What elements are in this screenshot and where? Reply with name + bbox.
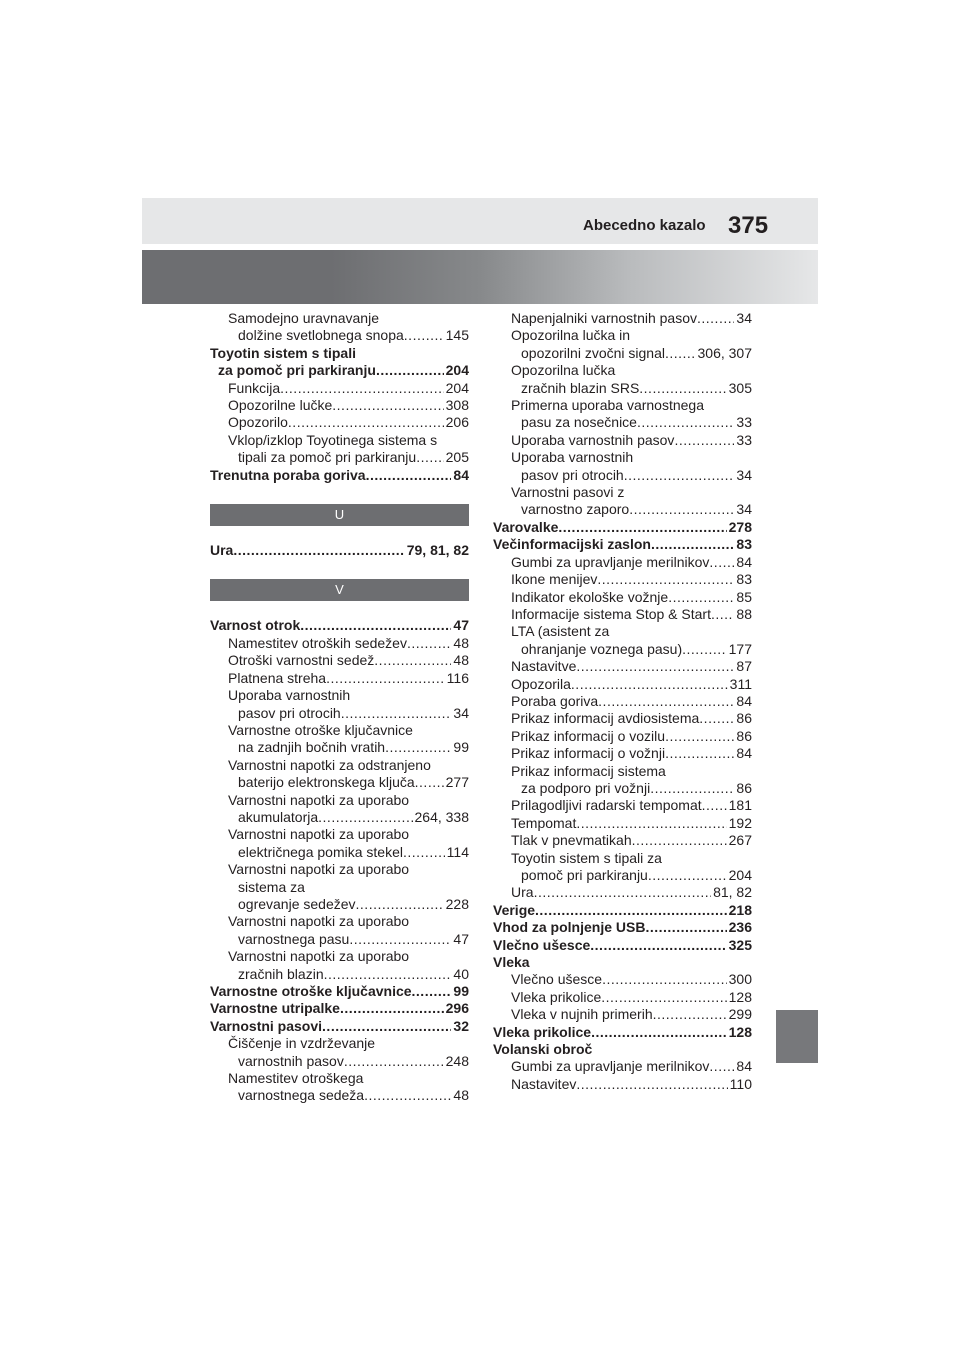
dot-leader bbox=[576, 1076, 727, 1093]
index-entry-main bbox=[493, 1041, 752, 1058]
entry-term: Vleka prikolice bbox=[493, 1023, 592, 1040]
dot-leader bbox=[632, 832, 727, 849]
entry-term: varnostno zaporo bbox=[521, 501, 630, 518]
index-entry-main bbox=[210, 617, 469, 634]
entry-page-ref[interactable]: 34 bbox=[736, 466, 752, 483]
index-entry-sub bbox=[493, 1006, 752, 1023]
index-entry-sub bbox=[210, 913, 469, 948]
entry-term: Varnostni napotki za uporabo bbox=[228, 791, 410, 808]
index-entry-sub bbox=[493, 676, 752, 693]
entry-term: Varnostne utripalke bbox=[210, 1000, 340, 1017]
entry-page-ref[interactable]: 248 bbox=[445, 1052, 469, 1069]
entry-page-ref[interactable]: 87 bbox=[736, 658, 752, 675]
entry-term: varnostnega sedeža bbox=[238, 1087, 365, 1104]
entry-term: Vleka prikolice bbox=[511, 988, 602, 1005]
dot-leader bbox=[340, 1000, 444, 1017]
dot-leader bbox=[702, 797, 727, 814]
entry-term: Opozorilna lučka in bbox=[511, 327, 631, 344]
entry-term: Indikator ekološke vožnje bbox=[511, 588, 669, 605]
entry-term: Prikaz informacij o vozilu bbox=[511, 727, 666, 744]
entry-page-ref[interactable]: 47 bbox=[453, 617, 469, 634]
entry-page-ref[interactable]: 204 bbox=[728, 867, 752, 883]
entry-term: Varnostni pasovi z bbox=[511, 484, 625, 501]
entry-page-ref[interactable]: 88 bbox=[736, 605, 752, 622]
dot-leader bbox=[576, 815, 726, 832]
entry-term: Primerna uporaba varnostnega bbox=[511, 397, 705, 414]
index-entry-sub bbox=[493, 432, 752, 449]
entry-term: Večinformacijski zaslon bbox=[493, 536, 651, 553]
dot-leader bbox=[385, 739, 451, 756]
entry-page-ref[interactable]: 264, 338 bbox=[414, 808, 469, 825]
dot-leader bbox=[665, 728, 734, 745]
entry-term: Samodejno uravnavanje bbox=[228, 310, 379, 326]
entry-term: Gumbi za upravljanje merilnikov bbox=[511, 553, 710, 570]
dot-leader bbox=[665, 345, 696, 362]
entry-page-ref[interactable]: 181 bbox=[728, 797, 752, 814]
entry-page-ref[interactable]: 110 bbox=[729, 1075, 752, 1092]
entry-term: varnostnega pasu bbox=[238, 930, 350, 947]
index-entry-sub bbox=[210, 687, 469, 722]
index-entry-sub bbox=[210, 635, 469, 652]
entry-page-ref[interactable]: 84 bbox=[453, 466, 469, 483]
entry-term: Trenutna poraba goriva bbox=[210, 466, 366, 483]
entry-term: Ura bbox=[511, 884, 534, 901]
index-entry-main bbox=[493, 1024, 752, 1041]
index-entry-sub bbox=[493, 745, 752, 762]
index-entry-sub bbox=[493, 1058, 752, 1075]
entry-term: Toyotin sistem s tipali bbox=[210, 344, 356, 361]
dot-leader bbox=[326, 670, 445, 687]
index-entry-sub bbox=[493, 310, 752, 327]
entry-term: LTA (asistent za bbox=[511, 623, 610, 640]
entry-term: pomoč pri parkiranju bbox=[521, 867, 648, 883]
index-entry-sub bbox=[493, 554, 752, 571]
entry-term: zračnih blazin SRS bbox=[521, 379, 640, 396]
header-band bbox=[142, 198, 818, 244]
entry-term: Prilagodljivi radarski tempomat bbox=[511, 797, 702, 814]
entry-term: Uporaba varnostnih bbox=[228, 687, 351, 704]
entry-term: Uporaba varnostnih pasov bbox=[511, 431, 675, 448]
entry-term: sistema za bbox=[238, 878, 305, 895]
entry-page-ref[interactable]: 299 bbox=[728, 1006, 752, 1023]
dot-leader bbox=[665, 745, 734, 762]
dot-leader bbox=[403, 844, 445, 861]
index-entry-sub bbox=[210, 948, 469, 983]
index-entry-sub bbox=[493, 693, 752, 710]
entry-term: ohranjanje voznega pasu) bbox=[521, 640, 683, 657]
entry-term: Opozorilne lučke bbox=[228, 397, 333, 414]
entry-page-ref[interactable]: 236 bbox=[728, 919, 752, 936]
index-entry-sub bbox=[210, 414, 469, 431]
entry-term: Opozorilo bbox=[228, 414, 288, 431]
index-entry-main bbox=[493, 954, 752, 971]
index-entry-sub bbox=[210, 722, 469, 757]
entry-term: Vhod za polnjenje USB bbox=[493, 919, 646, 936]
index-entry-main bbox=[210, 1000, 469, 1017]
entry-term: Tempomat bbox=[511, 814, 577, 831]
entry-term: Vleka bbox=[493, 954, 530, 971]
index-column-right bbox=[493, 310, 752, 1093]
entry-term: Volanski obroč bbox=[493, 1041, 593, 1058]
entry-term: Tlak v pnevmatikah bbox=[511, 832, 632, 849]
index-entry-sub bbox=[493, 484, 752, 519]
entry-term: Varnostne otroške ključavnice bbox=[210, 983, 412, 999]
index-entry-main bbox=[493, 919, 752, 936]
entry-page-ref[interactable]: 48 bbox=[453, 1087, 469, 1104]
index-entry-sub bbox=[210, 432, 469, 467]
dot-leader bbox=[332, 397, 443, 414]
entry-page-ref[interactable]: 308 bbox=[445, 397, 469, 414]
dot-leader bbox=[639, 380, 726, 397]
entry-page-ref[interactable]: 218 bbox=[728, 901, 752, 918]
dot-leader bbox=[674, 432, 734, 449]
entry-page-ref[interactable]: 300 bbox=[728, 971, 752, 988]
entry-page-ref[interactable]: 84 bbox=[736, 553, 752, 570]
dot-leader bbox=[697, 310, 734, 327]
entry-term: Namestitev otroškega bbox=[228, 1070, 364, 1087]
entry-page-ref[interactable]: 99 bbox=[453, 983, 469, 999]
dot-leader bbox=[668, 589, 734, 606]
entry-page-ref[interactable]: 114 bbox=[446, 843, 469, 860]
index-entry-sub bbox=[210, 397, 469, 414]
entry-term: Ura bbox=[210, 542, 234, 559]
entry-page-ref[interactable]: 48 bbox=[453, 652, 469, 669]
dot-leader bbox=[650, 780, 734, 797]
index-entry-sub bbox=[493, 710, 752, 727]
index-entry-sub bbox=[493, 832, 752, 849]
entry-page-ref[interactable]: 305 bbox=[728, 379, 752, 396]
entry-term: Gumbi za upravljanje merilnikov bbox=[511, 1058, 710, 1075]
entry-term: Varnostni napotki za uporabo bbox=[228, 948, 410, 965]
dot-leader bbox=[576, 658, 734, 675]
dot-leader bbox=[709, 1058, 734, 1075]
index-entry-main bbox=[493, 902, 752, 919]
index-entry-sub bbox=[493, 397, 752, 432]
entry-page-ref[interactable]: 86 bbox=[736, 779, 752, 796]
dot-leader bbox=[374, 652, 451, 669]
entry-term: Varovalke bbox=[493, 518, 559, 535]
entry-term: električnega pomika stekel bbox=[238, 843, 403, 860]
dot-leader bbox=[682, 641, 727, 658]
index-entry-sub bbox=[493, 728, 752, 745]
index-entry-sub bbox=[493, 589, 752, 606]
entry-term: Platnena streha bbox=[228, 669, 327, 686]
entry-term: Poraba goriva bbox=[511, 692, 599, 709]
entry-page-ref[interactable]: 306, 307 bbox=[697, 344, 752, 361]
entry-term: na zadnjih bočnih vratih bbox=[238, 739, 386, 756]
dot-leader bbox=[637, 414, 734, 431]
dot-leader bbox=[318, 809, 412, 826]
dot-leader bbox=[404, 327, 444, 344]
dot-leader bbox=[651, 536, 734, 553]
entry-page-ref[interactable]: 311 bbox=[729, 675, 752, 692]
entry-page-ref[interactable]: 325 bbox=[728, 936, 752, 953]
dot-leader bbox=[597, 571, 734, 588]
entry-term: Otroški varnostni sedež bbox=[228, 652, 375, 669]
index-column-left bbox=[210, 310, 469, 1105]
entry-term: pasov pri otrocih bbox=[521, 466, 624, 483]
index-entry-sub bbox=[493, 797, 752, 814]
dot-leader bbox=[376, 362, 444, 379]
entry-term: Opozorilna lučka bbox=[511, 362, 616, 379]
index-entry-sub bbox=[493, 1076, 752, 1093]
index-entry-sub bbox=[210, 792, 469, 827]
entry-page-ref[interactable]: 296 bbox=[445, 1000, 469, 1017]
entry-page-ref[interactable]: 128 bbox=[728, 988, 752, 1005]
entry-page-ref[interactable]: 205 bbox=[445, 449, 469, 466]
index-entry-main bbox=[210, 1018, 469, 1035]
dot-leader bbox=[407, 635, 451, 652]
entry-term: Varnostni napotki za uporabo bbox=[228, 826, 410, 843]
entry-page-ref[interactable]: 84 bbox=[736, 1058, 752, 1075]
entry-term: baterijo elektronskega ključa bbox=[238, 774, 415, 791]
dot-leader bbox=[648, 867, 727, 884]
entry-term: pasov pri otrocih bbox=[238, 704, 341, 721]
entry-page-ref[interactable]: 99 bbox=[453, 739, 469, 756]
thumb-index-tab bbox=[776, 1010, 818, 1063]
index-entry-sub bbox=[210, 310, 469, 345]
dot-leader bbox=[709, 554, 734, 571]
entry-page-ref[interactable]: 32 bbox=[453, 1017, 469, 1034]
entry-term: Varnostne otroške ključavnice bbox=[228, 721, 413, 738]
entry-term: Informacije sistema Stop & Start bbox=[511, 605, 711, 622]
section-title: Abecedno kazalo bbox=[583, 217, 706, 234]
dot-leader bbox=[571, 676, 728, 693]
index-entry-main bbox=[493, 937, 752, 954]
entry-page-ref[interactable]: 228 bbox=[445, 895, 469, 912]
entry-term: Vlečno ušesce bbox=[493, 936, 591, 953]
entry-page-ref[interactable]: 278 bbox=[728, 518, 752, 535]
index-entry-sub bbox=[493, 623, 752, 658]
dot-leader bbox=[415, 774, 444, 791]
dot-leader bbox=[416, 449, 443, 466]
index-entry-sub bbox=[493, 362, 752, 397]
dot-leader bbox=[349, 931, 451, 948]
entry-term: dolžine svetlobnega snopa bbox=[238, 327, 404, 344]
index-entry-sub bbox=[210, 826, 469, 861]
entry-term: Napenjalniki varnostnih pasov bbox=[511, 310, 697, 326]
entry-term: Varnostni napotki za uporabo bbox=[228, 861, 410, 878]
entry-term: Nastavitve bbox=[511, 658, 577, 675]
dot-leader bbox=[645, 919, 726, 936]
entry-term: Verige bbox=[493, 901, 536, 918]
entry-page-ref[interactable]: 81, 82 bbox=[713, 884, 752, 901]
dot-leader bbox=[534, 884, 712, 901]
entry-term: za pomoč pri parkiranju bbox=[218, 362, 376, 379]
header-gradient-band bbox=[142, 250, 818, 304]
entry-term: Vklop/izklop Toyotinega sistema s bbox=[228, 431, 438, 448]
entry-page-ref[interactable]: 34 bbox=[736, 501, 752, 518]
dot-leader bbox=[535, 902, 727, 919]
entry-term: opozorilni zvočni signal bbox=[521, 344, 665, 361]
index-entry-sub bbox=[493, 763, 752, 798]
section-letter-bar: V bbox=[210, 579, 469, 601]
entry-term: Opozorila bbox=[511, 675, 571, 692]
dot-leader bbox=[699, 710, 734, 727]
entry-term: tipali za pomoč pri parkiranju bbox=[238, 449, 417, 466]
index-entry-sub bbox=[210, 1070, 469, 1105]
entry-page-ref[interactable]: 84 bbox=[736, 692, 752, 709]
dot-leader bbox=[598, 693, 734, 710]
entry-term: Prikaz informacij o vožnji bbox=[511, 745, 666, 762]
entry-page-ref[interactable]: 192 bbox=[728, 814, 752, 831]
index-entry-main bbox=[210, 983, 469, 1000]
entry-term: Prikaz informacij avdiosistema bbox=[511, 710, 700, 727]
entry-page-ref[interactable]: 267 bbox=[728, 832, 752, 849]
entry-page-ref[interactable]: 84 bbox=[736, 745, 752, 762]
dot-leader bbox=[711, 606, 734, 623]
index-entry-sub bbox=[493, 327, 752, 362]
entry-page-ref[interactable]: 34 bbox=[736, 310, 752, 326]
entry-term: ogrevanje sedežev bbox=[238, 895, 356, 912]
index-entry-sub bbox=[210, 670, 469, 687]
entry-term: Uporaba varnostnih bbox=[511, 449, 634, 466]
index-entry-sub bbox=[493, 989, 752, 1006]
entry-term: Funkcija bbox=[228, 379, 281, 396]
dot-leader bbox=[412, 983, 452, 1000]
entry-page-ref[interactable]: 177 bbox=[728, 640, 752, 657]
entry-term: varnostnih pasov bbox=[238, 1052, 344, 1069]
entry-term: Prikaz informacij sistema bbox=[511, 762, 666, 779]
dot-leader bbox=[322, 1018, 451, 1035]
dot-leader bbox=[591, 1024, 727, 1041]
entry-page-ref[interactable]: 128 bbox=[728, 1023, 752, 1040]
dot-leader bbox=[324, 966, 452, 983]
index-entry-main bbox=[493, 536, 752, 553]
entry-term: Nastavitev bbox=[511, 1075, 577, 1092]
entry-term: Ikone menijev bbox=[511, 571, 598, 588]
dot-leader bbox=[233, 542, 404, 559]
entry-page-ref[interactable]: 204 bbox=[445, 379, 469, 396]
index-entry-sub bbox=[493, 850, 752, 885]
entry-page-ref[interactable]: 85 bbox=[736, 588, 752, 605]
entry-page-ref[interactable]: 204 bbox=[445, 362, 469, 379]
entry-term: Varnostni napotki za odstranjeno bbox=[228, 756, 431, 773]
index-entry-main bbox=[493, 519, 752, 536]
entry-page-ref[interactable]: 116 bbox=[446, 669, 469, 686]
entry-page-ref[interactable]: 47 bbox=[453, 930, 469, 947]
index-entry-sub bbox=[493, 571, 752, 588]
index-entry-sub bbox=[493, 606, 752, 623]
index-entry-sub bbox=[210, 757, 469, 792]
dot-leader bbox=[280, 380, 444, 397]
dot-leader bbox=[341, 705, 452, 722]
entry-page-ref[interactable]: 40 bbox=[453, 965, 469, 982]
entry-page-ref[interactable]: 86 bbox=[736, 727, 752, 744]
section-letter-bar: U bbox=[210, 504, 469, 526]
entry-term: zračnih blazin bbox=[238, 965, 324, 982]
entry-page-ref[interactable]: 83 bbox=[736, 536, 752, 553]
entry-term: Varnost otrok bbox=[210, 617, 301, 634]
dot-leader bbox=[629, 501, 734, 518]
dot-leader bbox=[602, 971, 727, 988]
dot-leader bbox=[590, 937, 726, 954]
entry-page-ref[interactable]: 83 bbox=[736, 571, 752, 588]
index-entry-main bbox=[210, 345, 469, 380]
index-entry-sub bbox=[493, 971, 752, 988]
entry-page-ref[interactable]: 86 bbox=[736, 710, 752, 727]
entry-page-ref[interactable]: 145 bbox=[445, 327, 469, 344]
page-number: 375 bbox=[728, 212, 769, 239]
dot-leader bbox=[601, 989, 726, 1006]
dot-leader bbox=[653, 1006, 727, 1023]
dot-leader bbox=[300, 617, 451, 634]
index-entry-sub bbox=[210, 861, 469, 913]
index-entry-sub bbox=[493, 884, 752, 901]
entry-page-ref[interactable]: 33 bbox=[736, 431, 752, 448]
entry-page-ref[interactable]: 277 bbox=[445, 774, 469, 791]
entry-term: Vleka v nujnih primerih bbox=[511, 1006, 653, 1023]
dot-leader bbox=[356, 896, 444, 913]
dot-leader bbox=[366, 467, 452, 484]
index-entry-sub bbox=[210, 652, 469, 669]
entry-term: Čiščenje in vzdrževanje bbox=[228, 1035, 376, 1052]
entry-page-ref[interactable]: 48 bbox=[453, 634, 469, 651]
index-entry-sub bbox=[210, 380, 469, 397]
index-entry-main bbox=[210, 467, 469, 484]
entry-term: Vlečno ušesce bbox=[511, 971, 603, 988]
index-entry-sub bbox=[493, 658, 752, 675]
entry-page-ref[interactable]: 34 bbox=[453, 704, 469, 721]
index-entry-sub bbox=[493, 449, 752, 484]
entry-term: Varnostni pasovi bbox=[210, 1017, 323, 1034]
index-entry-sub bbox=[210, 1035, 469, 1070]
dot-leader bbox=[558, 519, 726, 536]
dot-leader bbox=[344, 1053, 444, 1070]
dot-leader bbox=[624, 467, 735, 484]
entry-term: akumulatorja bbox=[238, 808, 319, 825]
entry-page-ref[interactable]: 206 bbox=[445, 414, 469, 431]
entry-term: pasu za nosečnice bbox=[521, 414, 637, 431]
dot-leader bbox=[288, 414, 444, 431]
entry-page-ref[interactable]: 33 bbox=[736, 414, 752, 431]
dot-leader bbox=[364, 1087, 451, 1104]
entry-term: Varnostni napotki za uporabo bbox=[228, 913, 410, 930]
entry-term: Namestitev otroških sedežev bbox=[228, 634, 407, 651]
index-entry-main bbox=[210, 542, 469, 559]
entry-term: Toyotin sistem s tipali za bbox=[511, 849, 662, 866]
entry-page-ref[interactable]: 79, 81, 82 bbox=[406, 542, 469, 559]
index-entry-sub bbox=[493, 815, 752, 832]
entry-term: za podporo pri vožnji bbox=[521, 779, 651, 796]
